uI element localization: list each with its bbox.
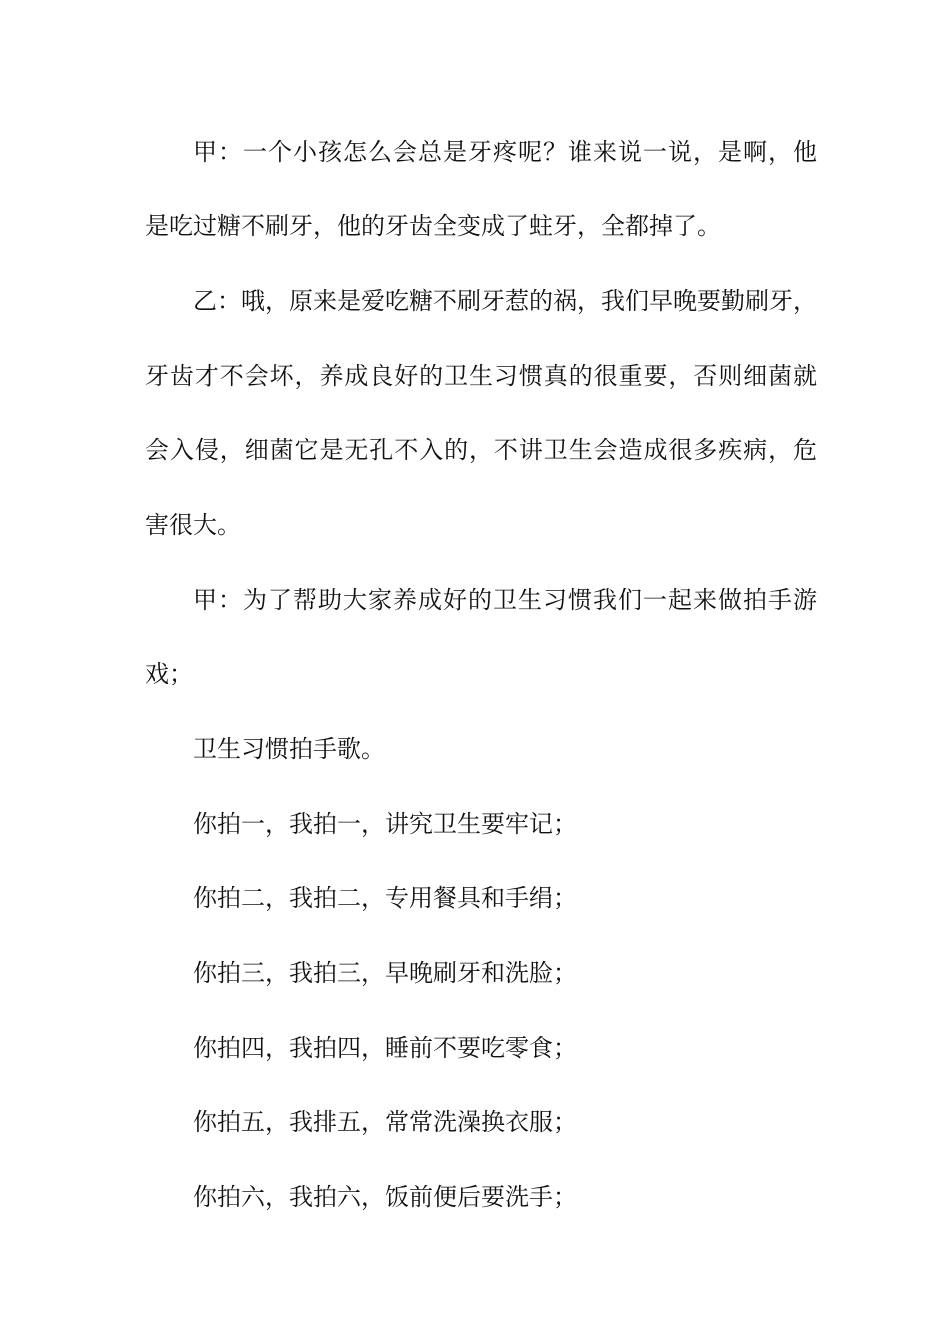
paragraph-line: 戏； — [145, 660, 193, 688]
paragraph-line: 甲：为了帮助大家养成好的卫生习惯我们一起来做拍手游 — [193, 586, 817, 614]
song-line: 你拍四，我拍四，睡前不要吃零食； — [193, 1034, 577, 1062]
song-title: 卫生习惯拍手歌。 — [193, 735, 385, 763]
paragraph-line: 甲：一个小孩怎么会总是牙疼呢？谁来说一说，是啊，他 — [193, 138, 817, 166]
song-line: 你拍三，我拍三，早晚刷牙和洗脸； — [193, 959, 577, 987]
paragraph-line: 是吃过糖不刷牙，他的牙齿全变成了蛀牙，全都掉了。 — [145, 212, 721, 240]
paragraph-line: 害很大。 — [145, 511, 241, 539]
song-line: 你拍五，我排五，常常洗澡换衣服； — [193, 1108, 577, 1136]
song-line: 你拍一，我拍一，讲究卫生要牢记； — [193, 810, 577, 838]
paragraph-line: 牙齿才不会坏，养成良好的卫生习惯真的很重要，否则细菌就 — [145, 362, 817, 390]
paragraph-line: 乙：哦，原来是爱吃糖不刷牙惹的祸，我们早晚要勤刷牙， — [193, 287, 817, 315]
paragraph-line: 会入侵，细菌它是无孔不入的，不讲卫生会造成很多疾病，危 — [145, 436, 817, 464]
song-line: 你拍六，我拍六，饭前便后要洗手； — [193, 1183, 577, 1211]
song-line: 你拍二，我拍二，专用餐具和手绢； — [193, 884, 577, 912]
